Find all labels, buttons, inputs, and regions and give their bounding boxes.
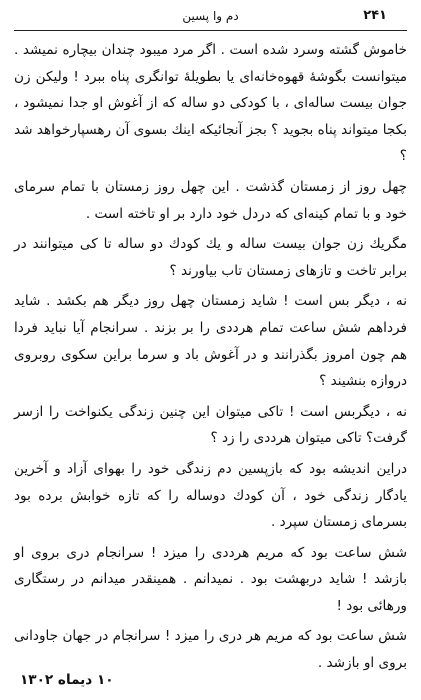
page-footer (14, 672, 407, 694)
running-title: دم وا پسین (182, 9, 239, 23)
paragraph: شش ساعت بود که مریم هرددی را میزد ! سرانجام دری بروی او بازشد ! شاید دربهشت بود . نمیدانم . همینقدر میدانم در رستگاری ورهائی بود ! (14, 544, 407, 614)
paragraph: خاموش گشته وسرد شده است . اگر مرد میبود چندان بیچاره نمیشد . میتوانست بگوشهٔ قهوه‌خانه‌ای یا بطویلهٔ توانگری پناه ببرد ! ولیکن زن جوان بیست ساله‌ای ، با کودکی دو ساله که از آغوش او جدا نمیشود ، بکجا میتواند پناه بجوید ؟ بجز آنجائیکه اینك بسوی آن رهسپارخواهد شد ؟ (14, 42, 407, 165)
header-rule (14, 30, 407, 31)
paragraph: دراین اندیشه بود که بازپسین دم زندگی خود را بهوای آزاد و آخرین یادگار زندگی خود ، آن کودك دوساله را که تازه خوابش برده بود بسرمای زمستان سپرد . (14, 460, 407, 531)
paragraph: چهل روز از زمستان گذشت . این چهل روز زمستان با تمام سرمای خود و با تمام کینه‌ای که دردل خود دارد بر او تاخته است . (14, 178, 407, 222)
paragraph: نه ، دیگربس است ! تاکی میتوان این چنین زندگی یکنواخت را ازسر گرفت؟ تاکی میتوان هرددی را زد ؟ (14, 403, 407, 447)
page-number: ۲۴۱ (363, 8, 387, 23)
paragraph: شش ساعت بود که مریم هر دری را میزد ! سرانجام در جهان جاودانی بروی او بازشد . (14, 628, 407, 672)
page-header (14, 6, 407, 28)
paragraph: نه ، دیگر بس است ! شاید زمستان چهل روز دیگر هم بکشد . شاید فرداهم شش ساعت تمام هرددی را بر بزند . سرانجام آیا نباید فردا هم چون امروز بگذرانند و در آغوش باد و سرما براین سکوی روبروی دروازه بنشیند ؟ (14, 293, 407, 390)
body-text (14, 37, 407, 677)
paragraph: مگریك زن جوان بیست ساله و یك کودك دو ساله تا کی میتوانند در برابر تاخت و تازهای زمستان تاب بیاورند ؟ (14, 236, 407, 279)
date-stamp: ۱۰ دیماه ۱۳۰۲ (20, 672, 114, 688)
